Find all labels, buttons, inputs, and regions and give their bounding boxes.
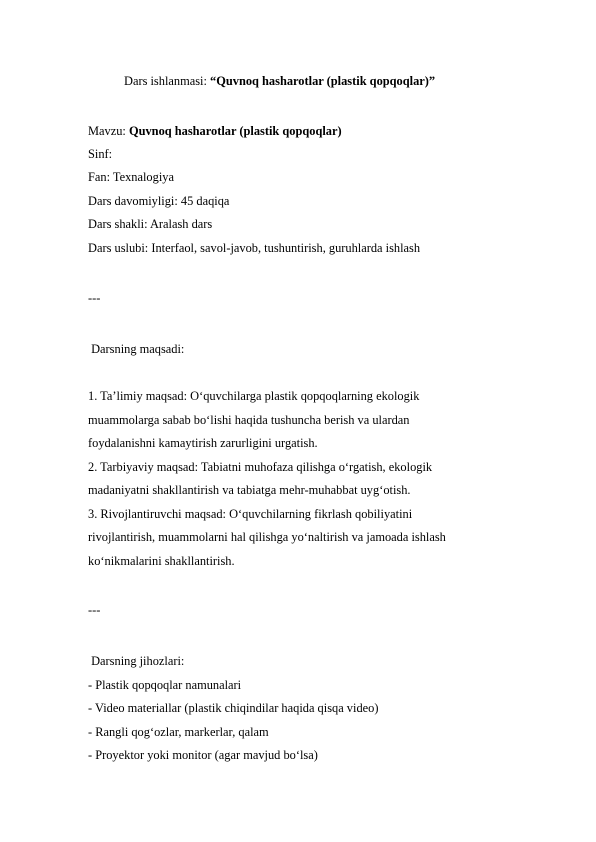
goals-heading: Darsning maqsadi: — [88, 342, 185, 356]
equipment-item: - Rangli qog‘ozlar, markerlar, qalam — [88, 725, 269, 739]
goal-line: madaniyatni shakllantirish va tabiatga mehr-muhabbat uyg‘otish. — [88, 483, 411, 497]
goal-line: 1. Ta’limiy maqsad: O‘quvchilarga plastik qopqoqlarning ekologik — [88, 389, 420, 403]
equipment-item: - Plastik qopqoqlar namunalari — [88, 678, 242, 692]
goal-line: 3. Rivojlantiruvchi maqsad: O‘quvchilarning fikrlash qobiliyatini — [88, 507, 413, 521]
goal-line: foydalanishni kamaytirish zarurligini urgatish. — [88, 436, 318, 450]
meta-shakli: Dars shakli: Aralash dars — [88, 217, 213, 231]
goal-line: 2. Tarbiyaviy maqsad: Tabiatni muhofaza qilishga o‘rgatish, ekologik — [88, 460, 433, 474]
meta-sinf: Sinf: — [88, 147, 113, 161]
equipment-item: - Proyektor yoki monitor (agar mavjud bo‘lsa) — [88, 748, 318, 762]
separator-2: --- — [88, 603, 101, 617]
meta-fan: Fan: Texnalogiya — [88, 170, 174, 184]
meta-mavzu: Mavzu: Quvnoq hasharotlar (plastik qopqoqlar) — [88, 124, 342, 138]
goal-line: rivojlantirish, muammolarni hal qilishga yo‘naltirish va jamoada ishlash — [88, 530, 446, 544]
equipment-heading: Darsning jihozlari: — [88, 654, 185, 668]
equipment-item: - Video materiallar (plastik chiqindilar haqida qisqa video) — [88, 701, 379, 715]
document-title: Dars ishlanmasi: “Quvnoq hasharotlar (plastik qopqoqlar)” — [124, 74, 436, 88]
meta-uslubi: Dars uslubi: Interfaol, savol-javob, tushuntirish, guruhlarda ishlash — [88, 241, 421, 255]
goal-line: muammolarga sabab bo‘lishi haqida tushuncha berish va ulardan — [88, 413, 410, 427]
separator-1: --- — [88, 291, 101, 305]
goal-line: ko‘nikmalarini shakllantirish. — [88, 554, 235, 568]
meta-davomiyligi: Dars davomiyligi: 45 daqiqa — [88, 194, 230, 208]
